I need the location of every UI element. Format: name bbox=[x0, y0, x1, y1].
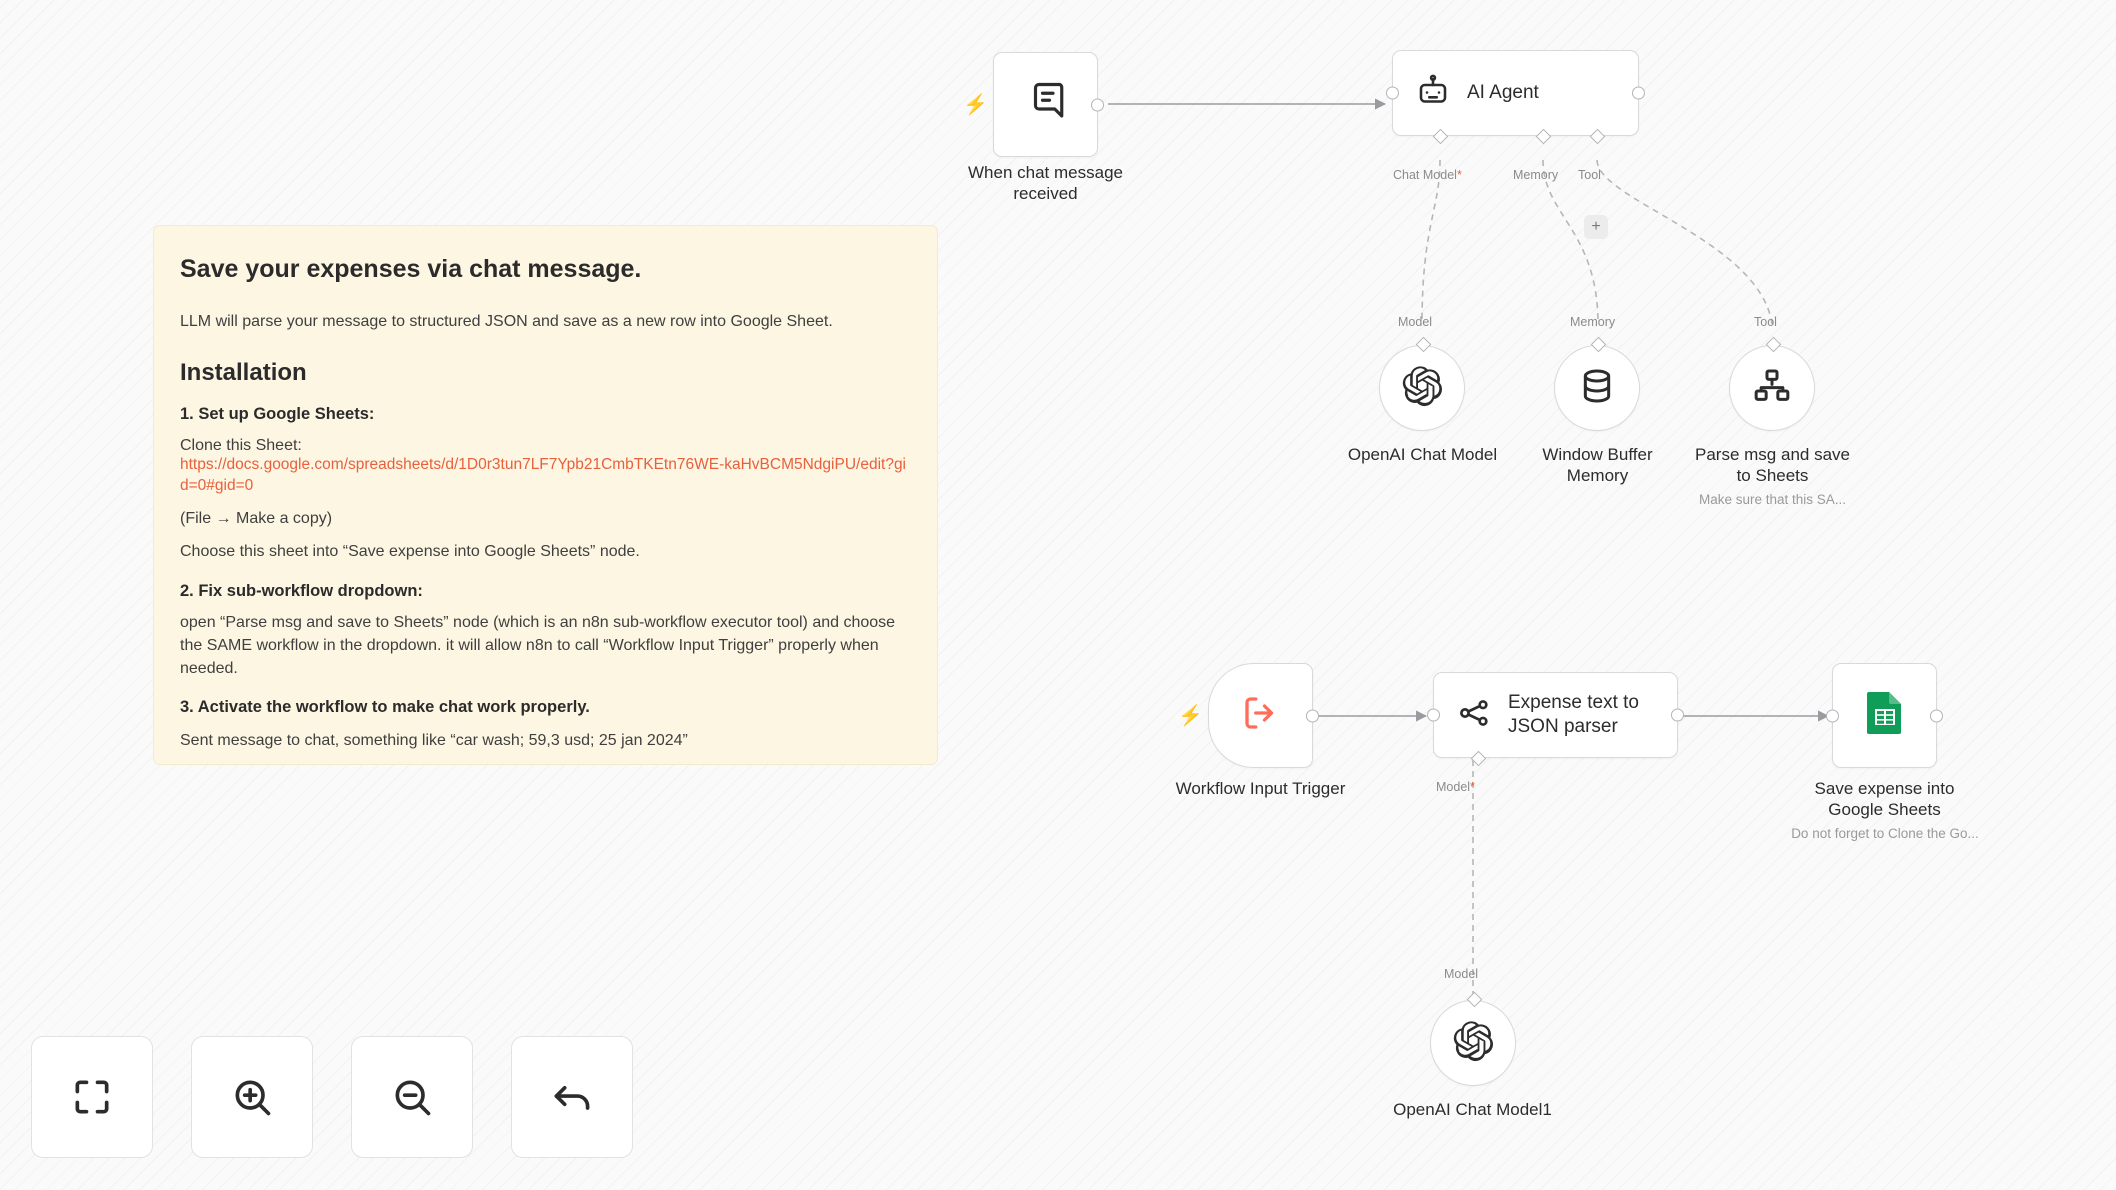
node-save-expense-into-google-sheets[interactable] bbox=[1832, 663, 1937, 768]
lightning-icon: ⚡ bbox=[963, 94, 988, 116]
model-port[interactable] bbox=[1467, 992, 1483, 1008]
output-port[interactable] bbox=[1930, 709, 1943, 722]
node-ai-agent[interactable] bbox=[1392, 50, 1639, 136]
zoom-to-fit-button[interactable] bbox=[31, 1036, 153, 1158]
port-label-model: Model* bbox=[1436, 780, 1475, 794]
trigger-arrow-icon bbox=[1240, 692, 1282, 739]
model-port[interactable] bbox=[1471, 751, 1487, 767]
node-when-chat-message-received[interactable] bbox=[963, 52, 1098, 157]
zoom-in-icon bbox=[230, 1075, 274, 1119]
google-sheet-link[interactable]: https://docs.google.com/spreadsheets/d/1D0r3tun7LF7Ypb21CmbTKEtn76WE-kaHvBCM5NdgiPU/edit?gid=0#gid=0 bbox=[180, 456, 907, 495]
node-parse-msg-and-save-to-sheets[interactable] bbox=[1729, 345, 1815, 431]
zoom-out-button[interactable] bbox=[351, 1036, 473, 1158]
output-port[interactable] bbox=[1306, 709, 1319, 722]
sub-label-memory: Memory bbox=[1570, 315, 1616, 329]
reset-zoom-button[interactable] bbox=[511, 1036, 633, 1158]
sticky-step3-heading: 3. Activate the workflow to make chat work properly. bbox=[180, 698, 590, 717]
sub-label-tool: Tool bbox=[1754, 315, 1777, 329]
openai-icon bbox=[1400, 364, 1444, 413]
sticky-step1-text: Clone this Sheet: bbox=[180, 437, 302, 455]
sticky-installation-heading: Installation bbox=[180, 359, 307, 387]
sublabel-parse-msg-and-save-to-sheets: Make sure that this SA... bbox=[1698, 492, 1847, 507]
label-parse-msg-and-save-to-sheets: Parse msg and save to Sheets bbox=[1695, 445, 1850, 486]
model-port[interactable] bbox=[1416, 337, 1432, 353]
workflow-tool-icon bbox=[1752, 366, 1792, 411]
label-when-chat-message-received: When chat message received bbox=[968, 163, 1123, 204]
output-port[interactable] bbox=[1632, 87, 1645, 100]
label-openai-chat-model: OpenAI Chat Model bbox=[1347, 445, 1498, 464]
zoom-out-icon bbox=[390, 1075, 434, 1119]
output-port[interactable] bbox=[1091, 98, 1104, 111]
database-icon bbox=[1577, 366, 1617, 411]
sticky-title: Save your expenses via chat message. bbox=[180, 255, 642, 283]
sticky-intro: LLM will parse your message to structured JSON and save as a new row into Google Sheet. bbox=[180, 313, 833, 330]
sub-label-model-lower: Model bbox=[1444, 967, 1479, 981]
sticky-note[interactable] bbox=[153, 225, 938, 765]
node-title-ai-agent: AI Agent bbox=[1467, 82, 1539, 103]
memory-port[interactable] bbox=[1591, 337, 1607, 353]
node-openai-chat-model1[interactable] bbox=[1430, 1000, 1516, 1086]
sticky-step3-text: Sent message to chat, something like “car wash; 59,3 usd; 25 jan 2024” bbox=[180, 732, 688, 750]
openai-icon bbox=[1451, 1019, 1495, 1068]
chat-model-port[interactable] bbox=[1433, 129, 1449, 145]
tool-port[interactable] bbox=[1766, 337, 1782, 353]
label-save-expense-into-google-sheets: Save expense into Google Sheets bbox=[1814, 779, 1955, 820]
node-title-expense-parser: Expense text to JSON parser bbox=[1508, 692, 1639, 737]
node-openai-chat-model[interactable] bbox=[1379, 345, 1465, 431]
label-window-buffer-memory: Window Buffer Memory bbox=[1542, 445, 1653, 486]
label-openai-chat-model1: OpenAI Chat Model1 bbox=[1393, 1100, 1552, 1119]
port-label-chat-model: Chat Model* bbox=[1393, 168, 1462, 182]
input-port[interactable] bbox=[1427, 709, 1440, 722]
memory-port[interactable] bbox=[1536, 129, 1552, 145]
add-tool-button[interactable]: + bbox=[1584, 215, 1608, 239]
node-workflow-input-trigger[interactable] bbox=[1178, 663, 1313, 768]
input-port[interactable] bbox=[1386, 87, 1399, 100]
sticky-step1-note: (File → Make a copy) bbox=[180, 510, 333, 528]
port-label-memory: Memory bbox=[1513, 168, 1559, 182]
input-port[interactable] bbox=[1826, 709, 1839, 722]
port-label-tool: Tool bbox=[1578, 168, 1601, 182]
sticky-step2-text: open “Parse msg and save to Sheets” node (which is an n8n sub-workflow executor tool) and choose the SAME workflow in the dropdown. it will allow n8n to call “Workflow Input Trigger” properly when needed. bbox=[180, 613, 896, 677]
label-workflow-input-trigger: Workflow Input Trigger bbox=[1175, 779, 1346, 798]
zoom-to-fit-icon bbox=[70, 1075, 114, 1119]
output-port[interactable] bbox=[1671, 709, 1684, 722]
sticky-step1-heading: 1. Set up Google Sheets: bbox=[180, 405, 375, 424]
chain-icon bbox=[1456, 695, 1492, 736]
sub-label-model: Model bbox=[1398, 315, 1433, 329]
canvas-toolbar bbox=[31, 1036, 633, 1158]
sublabel-save-expense: Do not forget to Clone the Go... bbox=[1791, 826, 1979, 841]
chat-bubble-icon bbox=[1025, 81, 1067, 128]
undo-arrow-icon bbox=[550, 1075, 594, 1119]
robot-icon bbox=[1415, 73, 1451, 114]
node-expense-text-to-json-parser[interactable] bbox=[1433, 672, 1678, 758]
tool-port[interactable] bbox=[1590, 129, 1606, 145]
node-window-buffer-memory[interactable] bbox=[1554, 345, 1640, 431]
zoom-in-button[interactable] bbox=[191, 1036, 313, 1158]
google-sheets-icon bbox=[1865, 690, 1905, 741]
sticky-step1-choose: Choose this sheet into “Save expense into Google Sheets” node. bbox=[180, 543, 640, 561]
lightning-icon: ⚡ bbox=[1178, 705, 1203, 727]
sticky-step2-heading: 2. Fix sub-workflow dropdown: bbox=[180, 581, 423, 600]
